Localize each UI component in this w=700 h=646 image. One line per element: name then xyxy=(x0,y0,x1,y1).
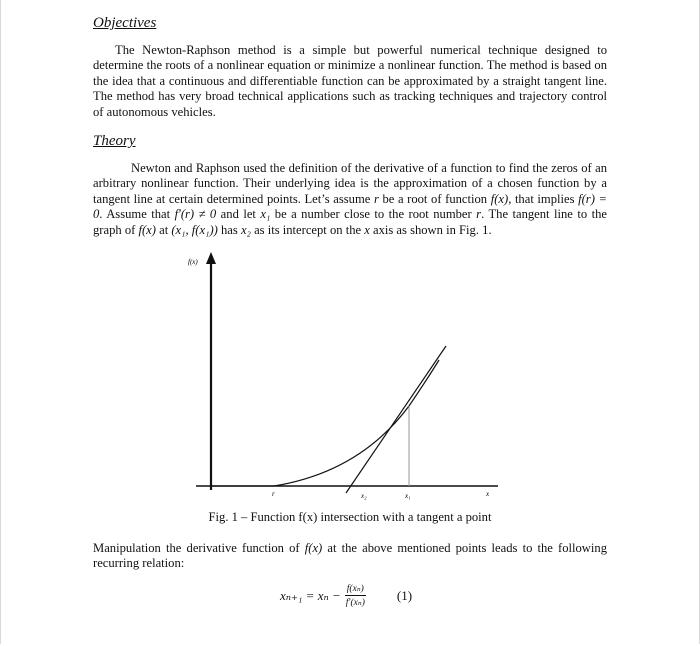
equation-lhs: xₙ₊₁ = xₙ − xyxy=(280,587,341,603)
equation-1 xyxy=(280,583,412,608)
theory-fr: f(r) = 0 xyxy=(93,191,607,222)
label-x2: x₂ xyxy=(361,492,367,500)
manipulation-text-2: at the above mentioned points leads to the following recurring relation: xyxy=(93,541,607,571)
theory-text-7: . The tangent line to the graph of xyxy=(93,207,607,237)
objectives-paragraph xyxy=(93,43,607,120)
theory-x-axis: x xyxy=(364,222,370,237)
theory-text-10: as its intercept on the xyxy=(250,222,365,237)
equation-numerator: f(xₙ) xyxy=(346,584,364,594)
theory-point: (x₁, f(x₁)) xyxy=(171,222,218,237)
objectives-heading: Objectives xyxy=(93,15,157,31)
manipulation-fx: f(x) xyxy=(304,541,323,555)
theory-fx-2: f(x) xyxy=(138,222,156,237)
theory-text-4: . Assume that xyxy=(99,207,175,222)
theory-text-3: , that implies xyxy=(508,191,579,206)
theory-text-5: and let xyxy=(216,207,261,222)
label-r: r xyxy=(272,490,275,498)
theory-heading: Theory xyxy=(93,133,136,149)
theory-text-11: axis as shown in Fig. 1. xyxy=(369,222,492,237)
theory-x2: x₂ xyxy=(240,222,251,237)
y-axis-label: f(x) xyxy=(188,258,198,266)
theory-text-8: at xyxy=(155,222,172,237)
figure-graph xyxy=(180,250,500,505)
objectives-text: The Newton-Raphson method is a simple but powerful numerical technique designed to determine the roots of a nonlinear equation or minimize a nonlinear function. The method is based on the idea that a continuous and differentiable function can be approximated by a straight tangent line. The method has very broad technical applications such as tracking techniques and trajectory control of autonomous vehicles. xyxy=(93,43,607,119)
theory-text-2: be a root of function xyxy=(378,191,491,206)
tangent-line xyxy=(346,346,446,493)
manipulation-text-1: Manipulation the derivative function of xyxy=(93,541,305,555)
theory-paragraph xyxy=(93,161,607,238)
equation-number: (1) xyxy=(396,587,413,603)
theory-text-6: be a number close to the root number xyxy=(270,207,477,222)
manipulation-paragraph xyxy=(93,541,607,572)
theory-fx-1: f(x) xyxy=(490,191,509,206)
theory-fprime: f′(r) ≠ 0 xyxy=(174,207,217,222)
equation-denominator: f′(xₙ) xyxy=(345,598,365,608)
theory-root-r: r xyxy=(373,191,379,206)
label-x1: x₁ xyxy=(405,492,411,500)
figure-caption-text: Fig. 1 – Function f(x) intersection with a tangent a point xyxy=(208,510,492,524)
theory-text-9: has xyxy=(217,222,241,237)
equation-fraction xyxy=(344,583,367,608)
figure-caption xyxy=(0,510,700,525)
theory-root-r-2: r xyxy=(476,207,482,222)
y-axis-arrow xyxy=(206,252,216,264)
theory-text-1: Newton and Raphson used the definition of the derivative of a function to find the zeros of an arbitrary nonlinear function. Their underlying idea is the approximation of a chosen function by a tangent line at certain determined points. Let’s assume xyxy=(93,161,607,206)
x-axis-label: x xyxy=(486,490,490,498)
theory-x1: x₁ xyxy=(260,207,271,222)
function-curve xyxy=(211,360,439,486)
